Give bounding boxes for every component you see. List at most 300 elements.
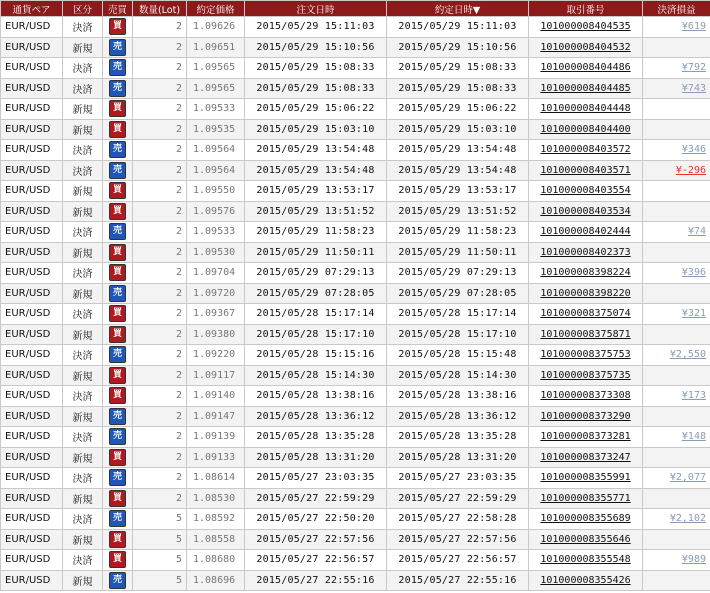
trade-id-link[interactable]: 101000008404532 [540,41,631,53]
exec-time-cell: 2015/05/27 22:58:28 [387,509,529,530]
pl-link[interactable]: ¥346 [681,144,706,156]
lots-cell: 5 [133,509,187,530]
trade-id-link[interactable]: 101000008355646 [540,533,631,545]
table-row [1,201,710,222]
order-time-cell: 2015/05/28 13:38:16 [245,386,387,407]
buy-badge: 買 [109,531,126,548]
sell-badge: 売 [109,223,126,240]
kind-cell: 新規 [63,447,103,468]
order-time-cell: 2015/05/29 15:11:03 [245,17,387,38]
pl-cell [643,468,710,489]
order-time-cell: 2015/05/28 13:31:20 [245,447,387,468]
exec-time-cell: 2015/05/27 22:57:56 [387,529,529,550]
order-time-cell: 2015/05/29 15:06:22 [245,99,387,120]
lots-cell: 2 [133,447,187,468]
trade-id-cell [529,447,643,468]
trade-id-link[interactable]: 101000008403554 [540,185,631,197]
sell-badge: 売 [109,510,126,527]
exec-time-cell: 2015/05/29 15:11:03 [387,17,529,38]
price-cell: 1.08696 [187,570,245,591]
side-cell [103,529,133,550]
order-time-cell: 2015/05/29 15:03:10 [245,119,387,140]
kind-cell: 決済 [63,427,103,448]
exec-time-cell: 2015/05/27 22:55:16 [387,570,529,591]
table-row [1,509,710,530]
trade-id-cell [529,283,643,304]
price-cell: 1.08530 [187,488,245,509]
side-cell [103,119,133,140]
table-row [1,550,710,571]
pair-cell: EUR/USD [1,58,63,79]
side-cell [103,509,133,530]
order-time-cell: 2015/05/29 11:50:11 [245,242,387,263]
kind-cell: 新規 [63,406,103,427]
trade-id-link[interactable]: 101000008373290 [540,410,631,422]
sell-badge: 売 [109,39,126,56]
trade-id-cell [529,324,643,345]
trade-id-link[interactable]: 101000008355991 [540,472,631,484]
trade-id-cell [529,570,643,591]
side-cell [103,283,133,304]
kind-cell: 決済 [63,263,103,284]
header-order-time[interactable]: 注文日時 [245,1,387,17]
pl-cell [643,119,710,140]
price-cell: 1.09535 [187,119,245,140]
side-cell [103,78,133,99]
trade-id-link[interactable]: 101000008355426 [540,574,631,586]
trade-id-link[interactable]: 101000008404486 [540,62,631,74]
side-cell [103,468,133,489]
price-cell: 1.08680 [187,550,245,571]
pl-link[interactable]: ¥148 [681,431,706,443]
side-cell [103,406,133,427]
trade-id-link[interactable]: 101000008404400 [540,123,631,135]
buy-badge: 買 [109,182,126,199]
lots-cell: 2 [133,324,187,345]
side-cell [103,324,133,345]
kind-cell: 新規 [63,488,103,509]
order-time-cell: 2015/05/28 13:35:28 [245,427,387,448]
trade-id-cell [529,365,643,386]
trade-id-link[interactable]: 101000008373247 [540,451,631,463]
exec-time-cell: 2015/05/29 07:28:05 [387,283,529,304]
table-row [1,160,710,181]
trade-id-link[interactable]: 101000008403534 [540,205,631,217]
side-cell [103,447,133,468]
kind-cell: 新規 [63,529,103,550]
trade-id-cell [529,509,643,530]
sell-badge: 売 [109,80,126,97]
exec-time-cell: 2015/05/27 22:59:29 [387,488,529,509]
exec-time-cell: 2015/05/28 15:17:14 [387,304,529,325]
order-time-cell: 2015/05/29 13:54:48 [245,160,387,181]
lots-cell: 2 [133,37,187,58]
trade-id-link[interactable]: 101000008398224 [540,267,631,279]
side-cell [103,201,133,222]
trade-id-link[interactable]: 101000008355548 [540,554,631,566]
pl-cell [643,160,710,181]
price-cell: 1.09117 [187,365,245,386]
pl-link[interactable]: ¥2,077 [669,472,706,484]
pair-cell: EUR/USD [1,550,63,571]
side-cell [103,140,133,161]
pair-cell: EUR/USD [1,242,63,263]
exec-time-cell: 2015/05/28 13:36:12 [387,406,529,427]
pl-cell [643,488,710,509]
trade-id-link[interactable]: 101000008402373 [540,246,631,258]
pair-cell: EUR/USD [1,283,63,304]
table-row [1,242,710,263]
header-price[interactable]: 約定価格 [187,1,245,17]
side-cell [103,386,133,407]
table-row [1,386,710,407]
pl-cell [643,242,710,263]
price-cell: 1.08558 [187,529,245,550]
order-time-cell: 2015/05/29 13:54:48 [245,140,387,161]
lots-cell: 2 [133,345,187,366]
pl-link[interactable]: ¥173 [681,390,706,402]
table-row [1,99,710,120]
order-time-cell: 2015/05/29 15:08:33 [245,58,387,79]
sell-badge: 売 [109,572,126,589]
pair-cell: EUR/USD [1,201,63,222]
header-side[interactable]: 売買 [103,1,133,17]
order-time-cell: 2015/05/29 13:53:17 [245,181,387,202]
kind-cell: 決済 [63,78,103,99]
exec-time-cell: 2015/05/29 15:06:22 [387,99,529,120]
price-cell: 1.08614 [187,468,245,489]
pair-cell: EUR/USD [1,263,63,284]
trade-id-cell [529,263,643,284]
order-time-cell: 2015/05/29 07:29:13 [245,263,387,284]
trade-id-cell [529,345,643,366]
pl-cell [643,222,710,243]
pl-link[interactable]: ¥74 [687,226,706,238]
kind-cell: 新規 [63,242,103,263]
trade-id-link[interactable]: 101000008373281 [540,431,631,443]
table-row [1,119,710,140]
table-row [1,181,710,202]
side-cell [103,242,133,263]
buy-badge: 買 [109,18,126,35]
pl-link[interactable]: ¥2,550 [669,349,706,361]
kind-cell: 決済 [63,386,103,407]
exec-time-cell: 2015/05/27 23:03:35 [387,468,529,489]
buy-badge: 買 [109,387,126,404]
pl-link[interactable]: ¥321 [681,308,706,320]
pair-cell: EUR/USD [1,304,63,325]
sell-badge: 売 [109,141,126,158]
table-row [1,58,710,79]
order-time-cell: 2015/05/27 23:03:35 [245,468,387,489]
order-time-cell: 2015/05/28 15:15:16 [245,345,387,366]
lots-cell: 2 [133,201,187,222]
lots-cell: 2 [133,181,187,202]
trade-id-cell [529,181,643,202]
price-cell: 1.09139 [187,427,245,448]
trade-id-link[interactable]: 101000008403571 [540,164,631,176]
lots-cell: 2 [133,406,187,427]
exec-time-cell: 2015/05/28 15:17:10 [387,324,529,345]
kind-cell: 決済 [63,17,103,38]
trade-id-cell [529,201,643,222]
pl-cell [643,201,710,222]
table-row [1,529,710,550]
lots-cell: 2 [133,58,187,79]
pair-cell: EUR/USD [1,222,63,243]
exec-time-cell: 2015/05/27 22:56:57 [387,550,529,571]
pl-link[interactable]: ¥792 [681,62,706,74]
kind-cell: 新規 [63,99,103,120]
kind-cell: 新規 [63,324,103,345]
price-cell: 1.09704 [187,263,245,284]
order-time-cell: 2015/05/29 15:08:33 [245,78,387,99]
table-body [1,17,710,591]
order-time-cell: 2015/05/29 13:51:52 [245,201,387,222]
sell-badge: 売 [109,408,126,425]
table-row [1,427,710,448]
pl-cell [643,509,710,530]
exec-time-cell: 2015/05/29 13:54:48 [387,160,529,181]
trade-id-link[interactable]: 101000008375871 [540,328,631,340]
kind-cell: 新規 [63,37,103,58]
lots-cell: 2 [133,78,187,99]
pl-cell [643,181,710,202]
kind-cell: 決済 [63,468,103,489]
trade-id-cell [529,78,643,99]
lots-cell: 2 [133,242,187,263]
trade-id-link[interactable]: 101000008402444 [540,226,631,238]
order-time-cell: 2015/05/27 22:56:57 [245,550,387,571]
pair-cell: EUR/USD [1,488,63,509]
trade-id-link[interactable]: 101000008355689 [540,513,631,525]
kind-cell: 決済 [63,509,103,530]
kind-cell: 新規 [63,283,103,304]
pl-link[interactable]: ¥2,102 [669,513,706,525]
pair-cell: EUR/USD [1,119,63,140]
trade-id-link[interactable]: 101000008355771 [540,492,631,504]
trade-id-cell [529,119,643,140]
trade-id-cell [529,222,643,243]
exec-time-cell: 2015/05/29 13:54:48 [387,140,529,161]
table-header-row [1,1,710,17]
pl-cell [643,99,710,120]
trade-id-cell [529,304,643,325]
pl-cell [643,283,710,304]
lots-cell: 2 [133,427,187,448]
price-cell: 1.09564 [187,140,245,161]
trade-id-cell [529,529,643,550]
trade-id-cell [529,550,643,571]
pl-link[interactable]: ¥619 [681,21,706,33]
price-cell: 1.09564 [187,160,245,181]
pl-cell [643,447,710,468]
lots-cell: 5 [133,529,187,550]
sell-badge: 売 [109,428,126,445]
exec-time-cell: 2015/05/28 13:35:28 [387,427,529,448]
side-cell [103,488,133,509]
price-cell: 1.09651 [187,37,245,58]
table-row [1,222,710,243]
pl-link[interactable]: ¥-296 [675,164,706,176]
lots-cell: 2 [133,468,187,489]
lots-cell: 2 [133,119,187,140]
trade-id-cell [529,386,643,407]
order-time-cell: 2015/05/28 15:17:10 [245,324,387,345]
side-cell [103,58,133,79]
order-time-cell: 2015/05/27 22:55:16 [245,570,387,591]
trade-id-cell [529,58,643,79]
pl-cell [643,17,710,38]
order-time-cell: 2015/05/29 11:58:23 [245,222,387,243]
table-row [1,304,710,325]
side-cell [103,17,133,38]
price-cell: 1.09576 [187,201,245,222]
pl-link[interactable]: ¥989 [681,554,706,566]
price-cell: 1.09550 [187,181,245,202]
side-cell [103,222,133,243]
lots-cell: 2 [133,365,187,386]
pl-cell [643,140,710,161]
header-kind[interactable]: 区分 [63,1,103,17]
pl-cell [643,365,710,386]
sell-badge: 売 [109,285,126,302]
pl-link[interactable]: ¥743 [681,82,706,94]
lots-cell: 2 [133,140,187,161]
pl-link[interactable]: ¥396 [681,267,706,279]
trade-id-cell [529,99,643,120]
buy-badge: 買 [109,203,126,220]
kind-cell: 決済 [63,345,103,366]
pair-cell: EUR/USD [1,17,63,38]
order-time-cell: 2015/05/28 15:17:14 [245,304,387,325]
pair-cell: EUR/USD [1,160,63,181]
buy-badge: 買 [109,326,126,343]
trade-id-link[interactable]: 101000008398220 [540,287,631,299]
trade-id-link[interactable]: 101000008373308 [540,390,631,402]
side-cell [103,427,133,448]
exec-time-cell: 2015/05/29 15:10:56 [387,37,529,58]
pl-cell [643,406,710,427]
pl-cell [643,529,710,550]
header-exec-time[interactable]: 約定日時▼ [387,1,529,17]
trade-id-link[interactable]: 101000008404485 [540,82,631,94]
pair-cell: EUR/USD [1,99,63,120]
table-row [1,488,710,509]
kind-cell: 決済 [63,222,103,243]
kind-cell: 決済 [63,550,103,571]
trade-id-link[interactable]: 101000008375753 [540,349,631,361]
lots-cell: 2 [133,17,187,38]
side-cell [103,181,133,202]
pl-cell [643,304,710,325]
lots-cell: 2 [133,99,187,120]
trade-id-cell [529,17,643,38]
trade-id-link[interactable]: 101000008404448 [540,103,631,115]
buy-badge: 買 [109,449,126,466]
order-time-cell: 2015/05/29 15:10:56 [245,37,387,58]
table-row [1,263,710,284]
header-lots[interactable]: 数量(Lot) [133,1,187,17]
table-row [1,570,710,591]
side-cell [103,160,133,181]
pair-cell: EUR/USD [1,509,63,530]
trade-id-link[interactable]: 101000008403572 [540,144,631,156]
kind-cell: 新規 [63,365,103,386]
table-row [1,324,710,345]
side-cell [103,37,133,58]
kind-cell: 決済 [63,140,103,161]
order-time-cell: 2015/05/27 22:50:20 [245,509,387,530]
pair-cell: EUR/USD [1,140,63,161]
buy-badge: 買 [109,490,126,507]
trade-id-cell [529,160,643,181]
side-cell [103,304,133,325]
kind-cell: 新規 [63,181,103,202]
pl-cell [643,263,710,284]
pair-cell: EUR/USD [1,78,63,99]
kind-cell: 新規 [63,570,103,591]
buy-badge: 買 [109,264,126,281]
pair-cell: EUR/USD [1,406,63,427]
lots-cell: 5 [133,570,187,591]
table-row [1,345,710,366]
price-cell: 1.09720 [187,283,245,304]
trade-id-link[interactable]: 101000008375735 [540,369,631,381]
price-cell: 1.09533 [187,99,245,120]
trade-id-cell [529,242,643,263]
exec-time-cell: 2015/05/29 13:53:17 [387,181,529,202]
pl-cell [643,570,710,591]
trade-id-link[interactable]: 101000008375074 [540,308,631,320]
side-cell [103,365,133,386]
trade-id-link[interactable]: 101000008404535 [540,21,631,33]
sell-badge: 売 [109,346,126,363]
side-cell [103,570,133,591]
exec-time-cell: 2015/05/29 15:08:33 [387,78,529,99]
price-cell: 1.09530 [187,242,245,263]
price-cell: 1.09133 [187,447,245,468]
lots-cell: 2 [133,222,187,243]
order-time-cell: 2015/05/29 07:28:05 [245,283,387,304]
exec-time-cell: 2015/05/28 13:31:20 [387,447,529,468]
exec-time-cell: 2015/05/28 15:14:30 [387,365,529,386]
price-cell: 1.09367 [187,304,245,325]
lots-cell: 2 [133,488,187,509]
sell-badge: 売 [109,469,126,486]
price-cell: 1.09220 [187,345,245,366]
trade-id-cell [529,406,643,427]
header-pair[interactable]: 通貨ペア [1,1,63,17]
trade-id-cell [529,468,643,489]
header-pl[interactable]: 決済損益 [643,1,710,17]
buy-badge: 買 [109,244,126,261]
sell-badge: 売 [109,59,126,76]
header-trade-id[interactable]: 取引番号 [529,1,643,17]
trade-id-cell [529,427,643,448]
side-cell [103,263,133,284]
pl-cell [643,78,710,99]
price-cell: 1.09140 [187,386,245,407]
pair-cell: EUR/USD [1,37,63,58]
order-time-cell: 2015/05/27 22:57:56 [245,529,387,550]
pair-cell: EUR/USD [1,468,63,489]
table-row [1,140,710,161]
sell-badge: 売 [109,162,126,179]
table-row [1,365,710,386]
table-row [1,17,710,38]
pl-cell [643,37,710,58]
